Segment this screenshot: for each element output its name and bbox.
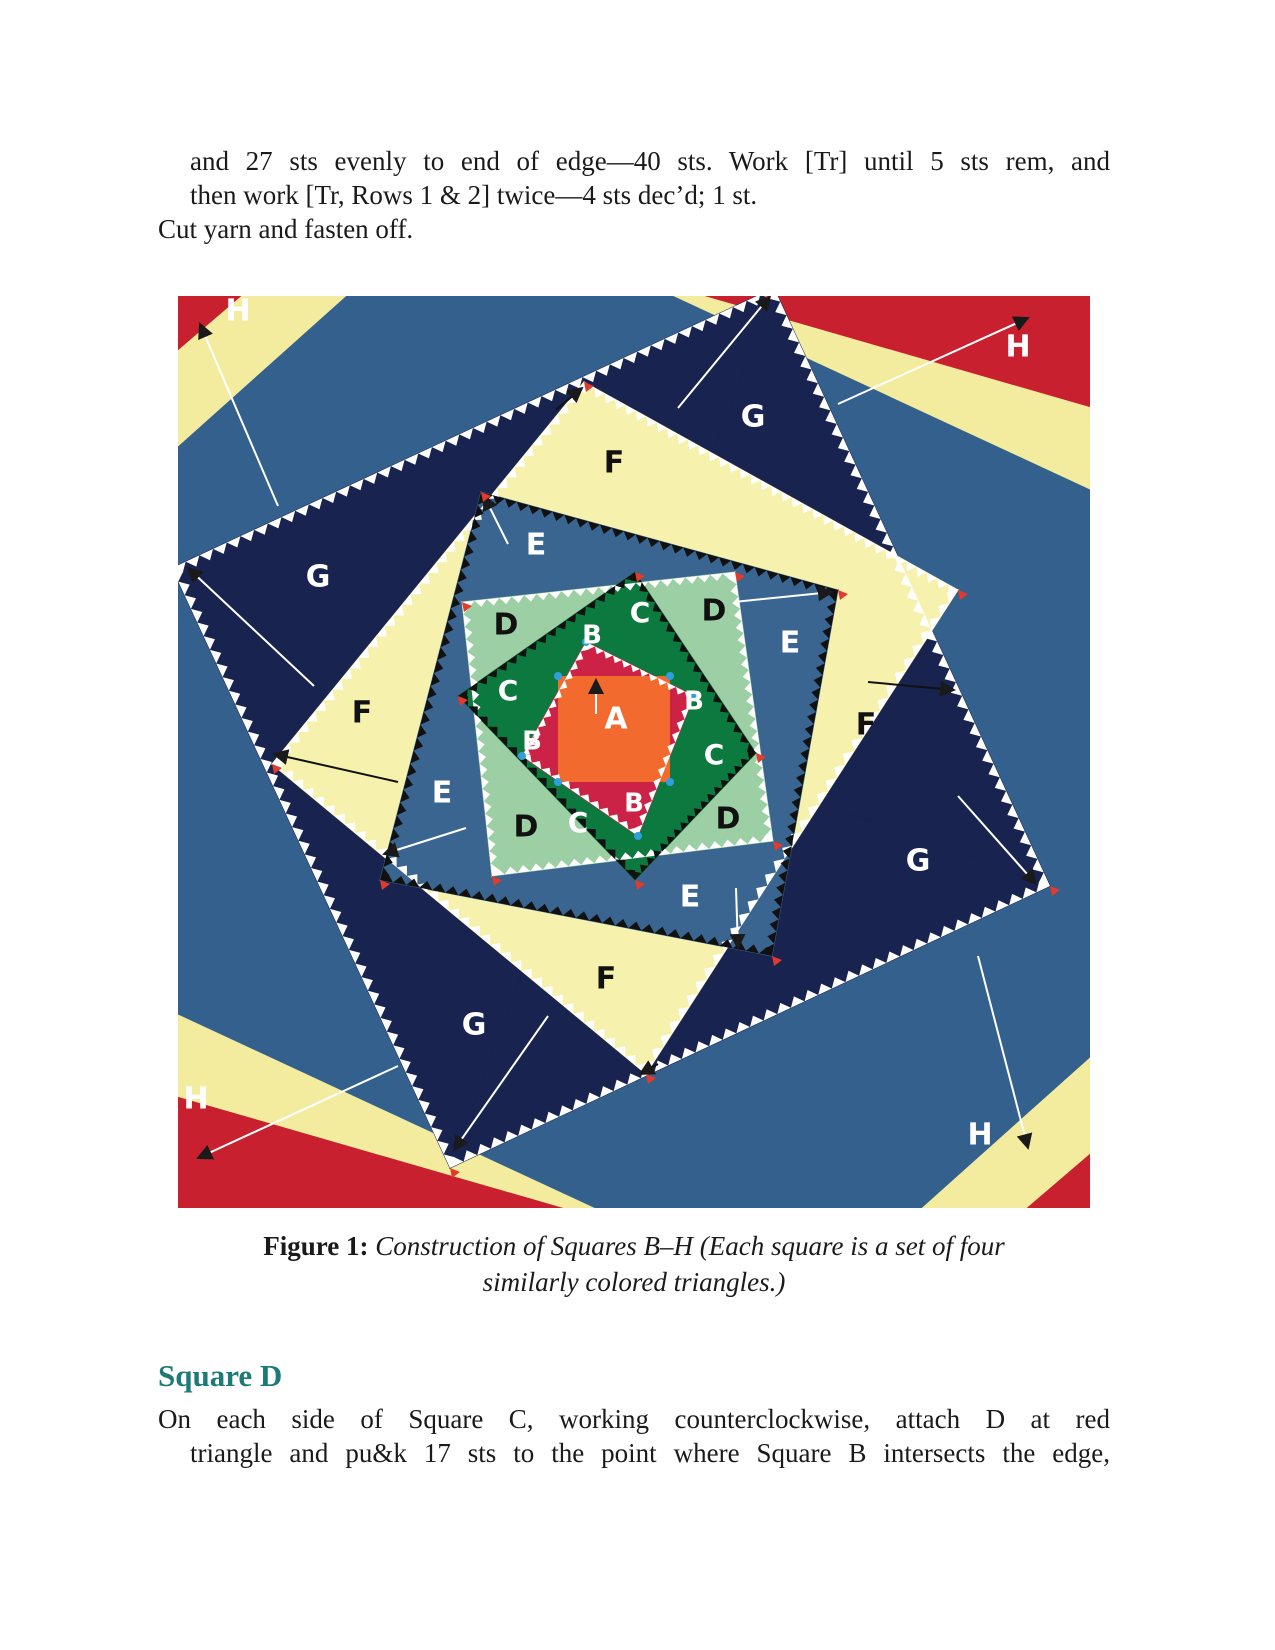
- square-label-h: H: [225, 296, 251, 329]
- body-text-line: and 27 sts evenly to end of edge—40 sts. Work [Tr] until 5 sts rem, and: [190, 146, 1110, 176]
- square-label-d: D: [493, 607, 519, 643]
- corner-marker: [554, 672, 562, 680]
- body-text-line: Cut yarn and fasten off.: [158, 214, 414, 244]
- square-label-f: F: [603, 445, 625, 481]
- corner-marker: [666, 778, 674, 786]
- square-label-c: C: [703, 738, 725, 771]
- square-label-h: H: [967, 1117, 993, 1153]
- square-label-a: A: [604, 701, 628, 737]
- square-label-h: H: [183, 1081, 209, 1117]
- square-label-g: G: [305, 559, 331, 595]
- square-label-g: G: [905, 843, 931, 879]
- square-label-d: D: [513, 809, 539, 845]
- square-label-h: H: [1005, 329, 1031, 365]
- square-label-f: F: [595, 961, 617, 997]
- square-label-g: G: [461, 1007, 487, 1043]
- corner-marker: [554, 778, 562, 786]
- body-text-line: On each side of Square C, working counterclockwise, attach D at red: [158, 1404, 1110, 1434]
- caption-text: similarly colored triangles.): [482, 1267, 786, 1297]
- body-text-line: then work [Tr, Rows 1 & 2] twice—4 sts dec’d; 1 st.: [190, 180, 758, 210]
- section-heading: Square D: [158, 1358, 283, 1393]
- square-label-b: B: [582, 620, 602, 651]
- square-label-f: F: [855, 707, 877, 743]
- square-label-b: B: [624, 788, 644, 819]
- corner-marker: [666, 672, 674, 680]
- body-text-line: triangle and pu&k 17 sts to the point where Square B intersects the edge,: [190, 1438, 1110, 1468]
- square-label-g: G: [740, 399, 766, 435]
- square-label-e: E: [431, 775, 453, 811]
- corner-marker: [634, 832, 642, 840]
- caption-label: Figure 1:: [263, 1231, 369, 1261]
- square-label-f: F: [351, 695, 373, 731]
- square-label-c: C: [567, 806, 589, 839]
- square-construction-figure: [178, 296, 1090, 1208]
- square-label-c: C: [629, 596, 651, 629]
- square-label-c: C: [497, 674, 519, 707]
- square-label-d: D: [701, 593, 727, 629]
- square-label-d: D: [715, 801, 741, 837]
- square-label-e: E: [779, 625, 801, 661]
- square-label-b: B: [684, 686, 704, 717]
- square-label-b: B: [522, 726, 542, 757]
- caption-text: Construction of Squares B–H (Each square is a set of four: [375, 1231, 1005, 1261]
- square-label-e: E: [525, 527, 547, 563]
- figure-caption-line2: [158, 1264, 1110, 1300]
- square-label-e: E: [679, 879, 701, 915]
- figure-caption: [158, 1228, 1110, 1264]
